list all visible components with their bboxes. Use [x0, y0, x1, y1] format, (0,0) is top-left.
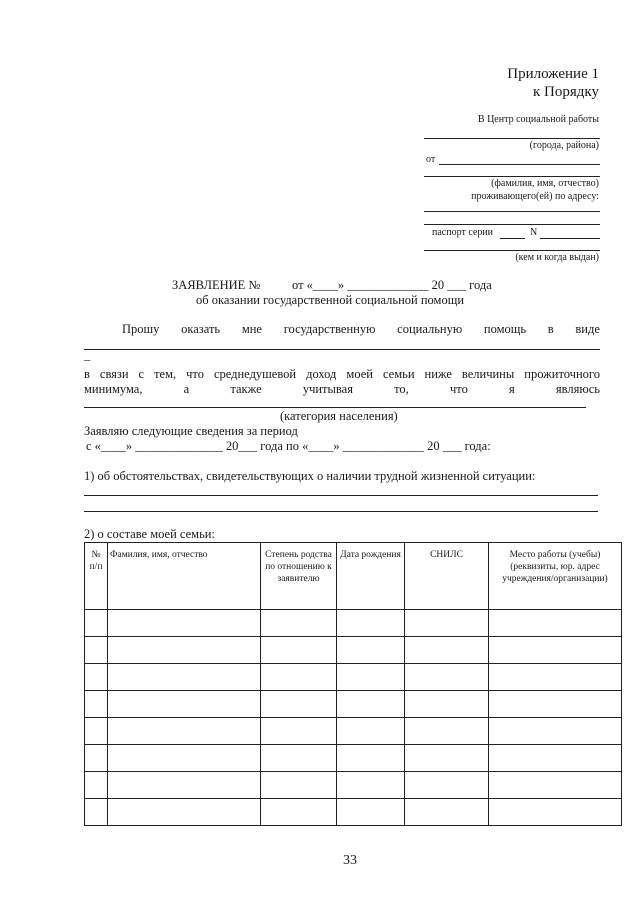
table-cell [337, 772, 405, 799]
table-cell [108, 610, 261, 637]
table-cell [405, 745, 489, 772]
address-line-1 [424, 211, 600, 212]
category-line [84, 407, 586, 408]
table-row [85, 772, 622, 799]
reason-line: в связи с тем, что среднедушевой доход моей семьи ниже величины прожиточного [84, 367, 600, 381]
center-line [424, 138, 600, 139]
table-cell [85, 745, 108, 772]
address-line-2 [424, 224, 600, 225]
table-cell [337, 799, 405, 826]
request-line: Прошу оказать мне государственную социальную помощь в виде [122, 322, 600, 336]
table-cell [489, 718, 622, 745]
table-cell [337, 745, 405, 772]
table-cell [405, 637, 489, 664]
table-cell [405, 664, 489, 691]
hardship-line-1 [84, 495, 598, 496]
hardship-line-2 [84, 511, 598, 512]
assistance-type-line [84, 349, 600, 350]
table-cell [489, 664, 622, 691]
table-cell [261, 745, 337, 772]
table-cell [261, 772, 337, 799]
table-cell [85, 664, 108, 691]
table-cell [405, 799, 489, 826]
table-cell [108, 745, 261, 772]
table-cell [108, 718, 261, 745]
title-application: ЗАЯВЛЕНИЕ № [172, 278, 261, 292]
passport-n-label: N [530, 227, 538, 238]
table-cell [261, 664, 337, 691]
table-cell [337, 637, 405, 664]
period-line: с «____» ______________ 20___ года по «____» _____________ 20 ___ года: [86, 439, 491, 453]
table-row [85, 691, 622, 718]
section-hardship: 1) об обстоятельствах, свидетельствующих о наличии трудной жизненной ситуации: [84, 469, 536, 483]
table-cell [261, 691, 337, 718]
table-cell [489, 691, 622, 718]
center-label: В Центр социальной работы [477, 114, 599, 125]
col-workplace: Место работы (учебы)(реквизиты, юр. адрес учреждения/организации) [489, 543, 622, 610]
from-line [439, 164, 600, 165]
minimum-line: минимума, а также учитывая то, что я являюсь [84, 382, 600, 396]
issued-line [424, 250, 600, 251]
passport-series-line [500, 238, 525, 239]
dash-mark: _ [84, 348, 91, 362]
col-birth-date: Дата рождения [337, 543, 405, 610]
table-cell [337, 610, 405, 637]
table-cell [261, 610, 337, 637]
table-row [85, 799, 622, 826]
passport-n-line [540, 238, 600, 239]
residing-label: проживающего(ей) по адресу: [471, 191, 599, 202]
table-cell [337, 691, 405, 718]
table-cell [85, 610, 108, 637]
period-title: Заявляю следующие сведения за период [84, 424, 298, 438]
table-cell [489, 745, 622, 772]
col-relation: Степень родства по отношению к заявителю [261, 543, 337, 610]
table-cell [108, 691, 261, 718]
table-cell [337, 664, 405, 691]
family-table [84, 542, 622, 826]
table-cell [85, 718, 108, 745]
table-row [85, 718, 622, 745]
fio-hint: (фамилия, имя, отчество) [491, 178, 599, 189]
appendix-label: Приложение 1 [507, 66, 599, 82]
table-row [85, 745, 622, 772]
from-label: от [426, 154, 436, 165]
table-cell [261, 637, 337, 664]
table-cell [405, 718, 489, 745]
table-cell [108, 664, 261, 691]
title-subject: об оказании государственной социальной помощи [196, 293, 465, 307]
table-row [85, 637, 622, 664]
table-cell [261, 799, 337, 826]
table-row [85, 664, 622, 691]
city-district-hint: (города, района) [529, 140, 599, 151]
col-number: № п/п [85, 543, 108, 610]
order-label: к Порядку [533, 84, 599, 100]
table-cell [85, 637, 108, 664]
table-cell [337, 718, 405, 745]
table-cell [405, 772, 489, 799]
fio-line [424, 176, 600, 177]
page-number: 33 [343, 853, 357, 868]
table-header-row [85, 543, 622, 610]
category-hint: (категория населения) [280, 409, 398, 423]
table-cell [108, 772, 261, 799]
table-row [85, 610, 622, 637]
col-fio: Фамилия, имя, отчество [108, 543, 261, 610]
table-cell [489, 637, 622, 664]
table-cell [85, 772, 108, 799]
table-cell [85, 691, 108, 718]
table-cell [85, 799, 108, 826]
table-cell [108, 799, 261, 826]
table-cell [405, 610, 489, 637]
table-cell [489, 610, 622, 637]
table-cell [489, 799, 622, 826]
title-date: от «____» _____________ 20 ___ года [292, 278, 492, 292]
col-snils: СНИЛС [405, 543, 489, 610]
table-cell [261, 718, 337, 745]
passport-series-label: паспорт серии [432, 227, 494, 238]
table-cell [489, 772, 622, 799]
table-cell [405, 691, 489, 718]
table-cell [108, 637, 261, 664]
section-family: 2) о составе моей семьи: [84, 527, 215, 541]
issued-by-hint: (кем и когда выдан) [515, 252, 599, 263]
